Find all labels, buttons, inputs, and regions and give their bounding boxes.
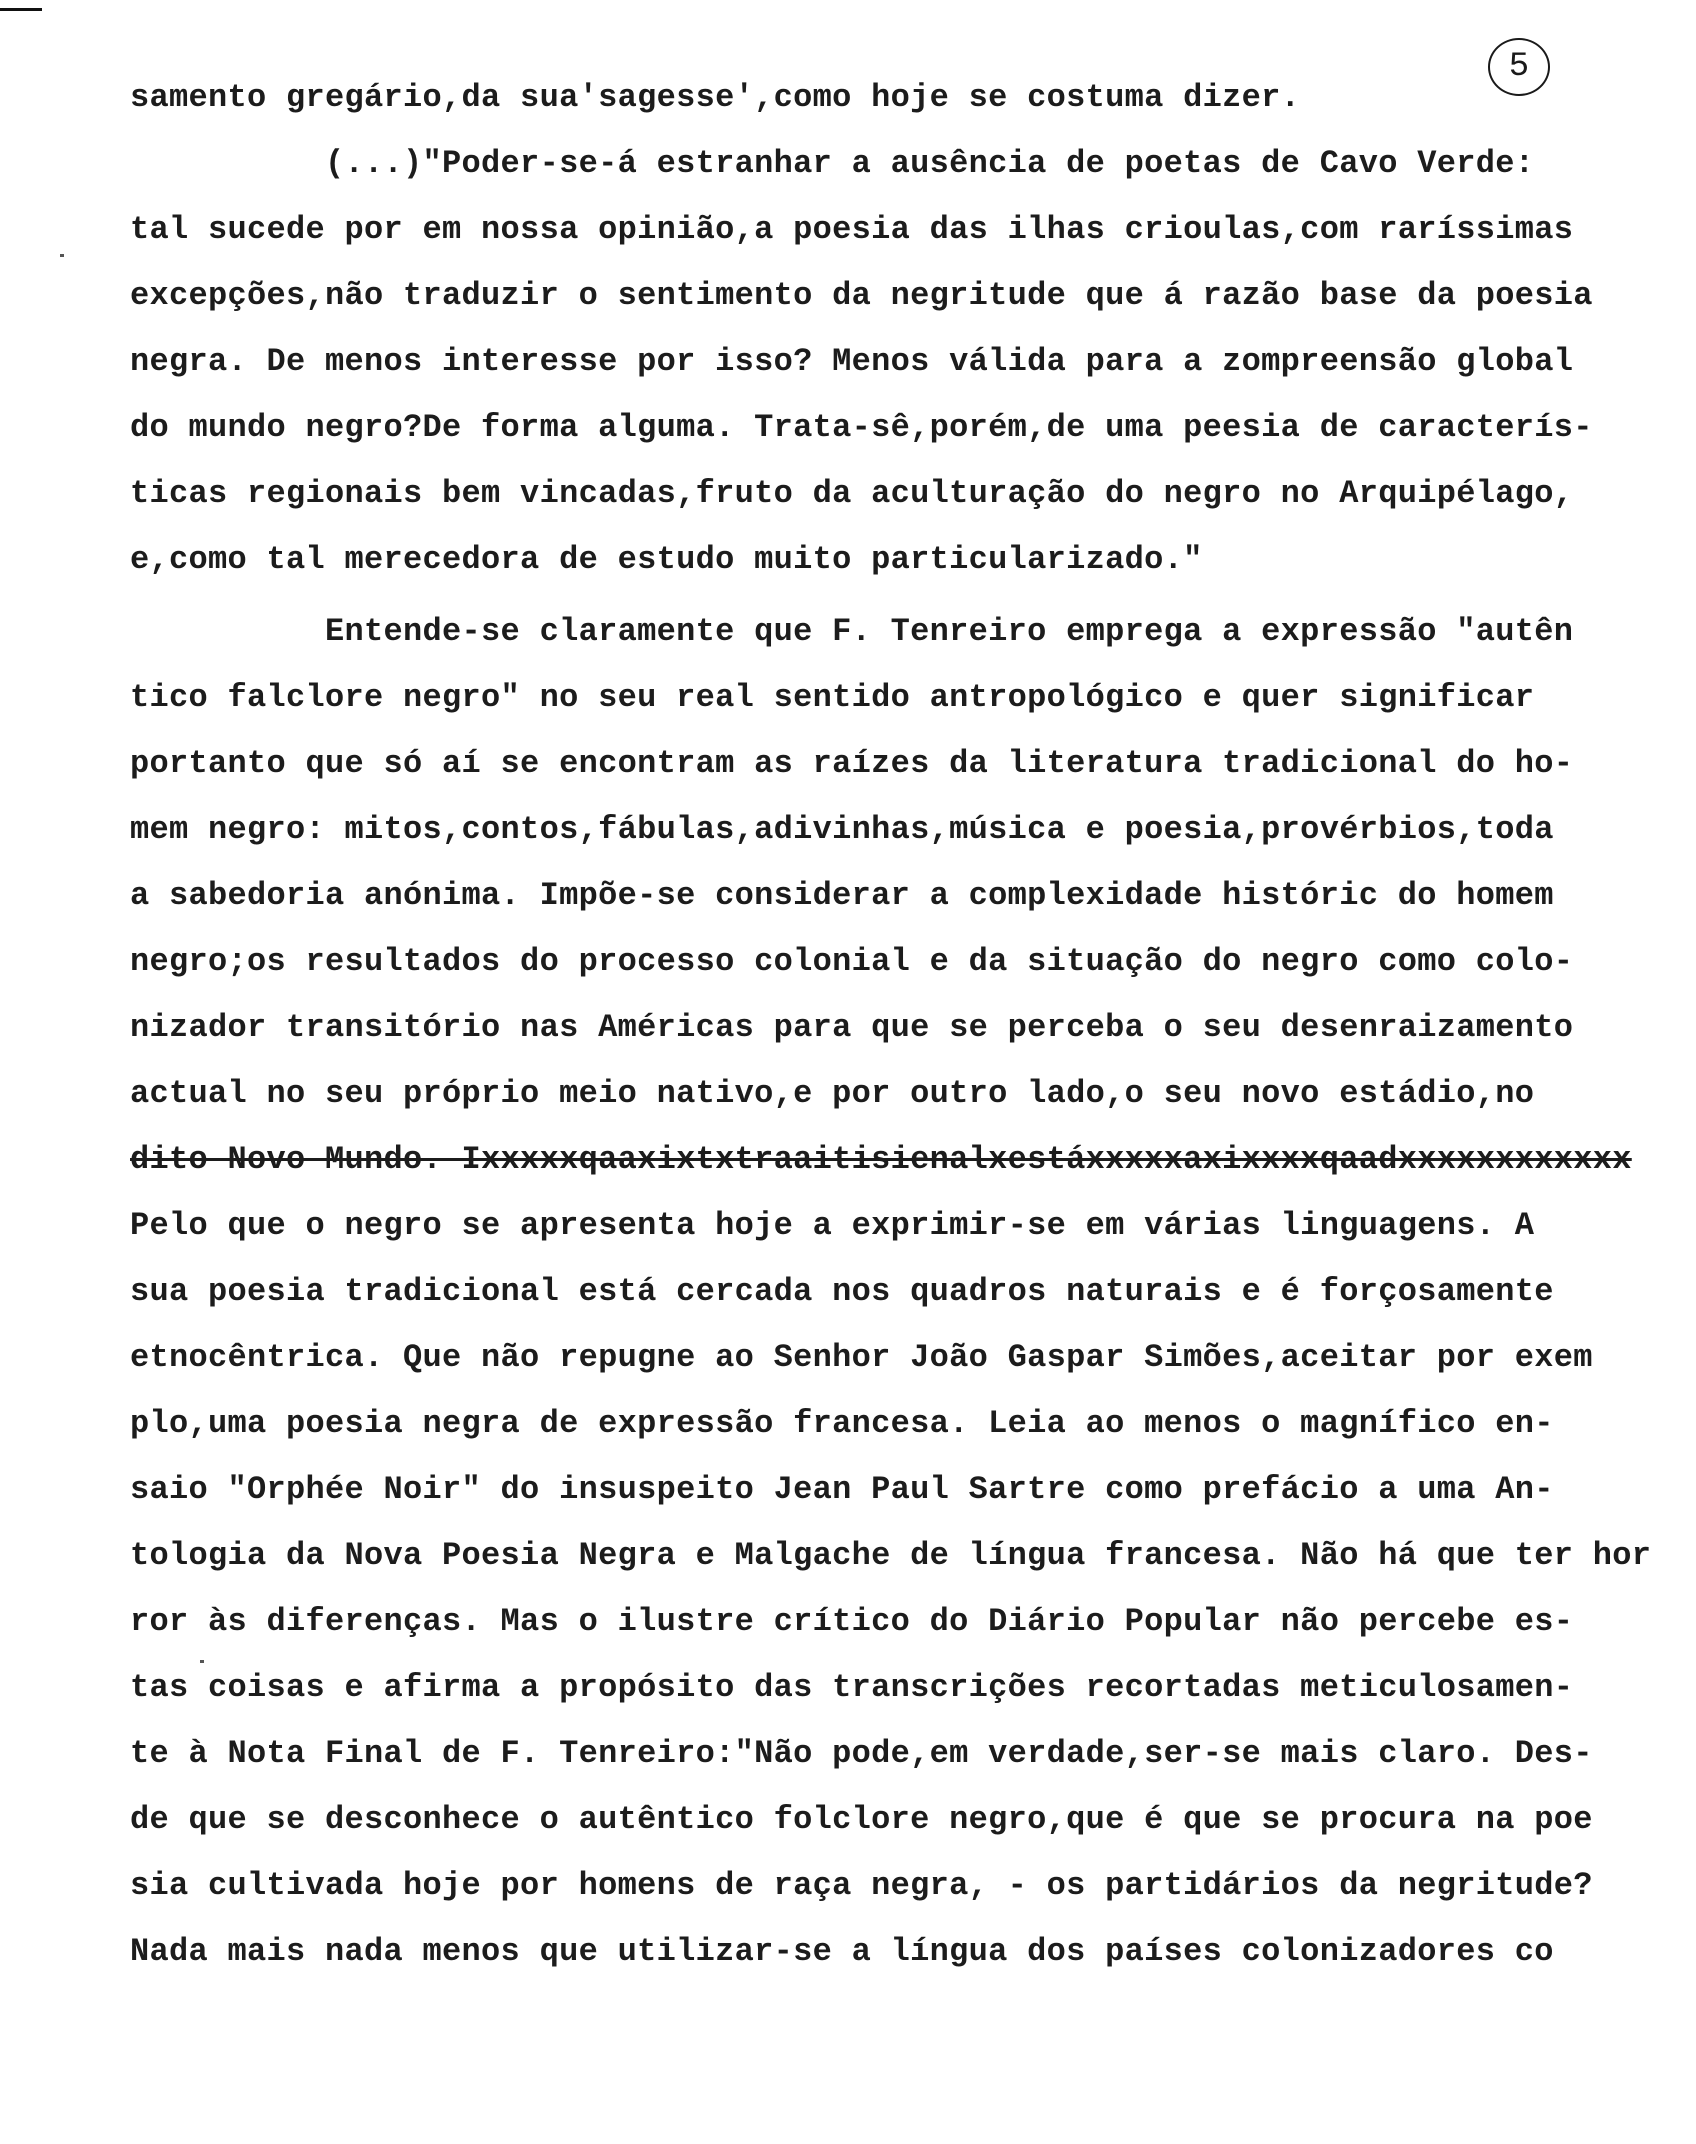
ink-speck bbox=[200, 1660, 204, 1663]
text-line: e,como tal merecedora de estudo muito particularizado." bbox=[130, 541, 1203, 578]
text-line: negro;os resultados do processo colonial e da situação do negro como colo- bbox=[130, 943, 1574, 980]
text-line: tal sucede por em nossa opinião,a poesia das ilhas crioulas,com raríssimas bbox=[130, 211, 1574, 248]
text-line: etnocêntrica. Que não repugne ao Senhor João Gaspar Simões,aceitar por exem bbox=[130, 1339, 1593, 1376]
text-line: actual no seu próprio meio nativo,e por outro lado,o seu novo estádio,no bbox=[130, 1075, 1535, 1112]
text-line: do mundo negro?De forma alguma. Trata-sê,porém,de uma peesia de caracterís- bbox=[130, 409, 1593, 446]
text-line: tico falclore negro" no seu real sentido antropológico e quer significar bbox=[130, 679, 1535, 716]
text-line: tologia da Nova Poesia Negra e Malgache de língua francesa. Não há que ter hor bbox=[130, 1537, 1652, 1574]
corner-mark bbox=[0, 8, 42, 11]
text-line: a sabedoria anónima. Impõe-se considerar a complexidade históric do homem bbox=[130, 877, 1554, 914]
struck-text-line: dito Novo Mundo. Ixxxxxqaaxixtxtraaitisienalxestáxxxxxaxixxxxqaadxxxxxxxxxxxx bbox=[130, 1141, 1632, 1178]
text-line: Entende-se claramente que F. Tenreiro emprega a expressão "autên bbox=[130, 613, 1574, 650]
text-line: portanto que só aí se encontram as raízes da literatura tradicional do ho- bbox=[130, 745, 1574, 782]
text-line: negra. De menos interesse por isso? Menos válida para a zompreensão global bbox=[130, 343, 1574, 380]
text-line: ror às diferenças. Mas o ilustre crítico do Diário Popular não percebe es- bbox=[130, 1603, 1574, 1640]
text-line: nizador transitório nas Américas para que se perceba o seu desenraizamento bbox=[130, 1009, 1574, 1046]
text-line: Pelo que o negro se apresenta hoje a exprimir-se em várias linguagens. A bbox=[130, 1207, 1535, 1244]
text-line: saio "Orphée Noir" do insuspeito Jean Paul Sartre como prefácio a uma An- bbox=[130, 1471, 1554, 1508]
text-line: ticas regionais bem vincadas,fruto da aculturação do negro no Arquipélago, bbox=[130, 475, 1574, 512]
text-line: mem negro: mitos,contos,fábulas,adivinhas,música e poesia,provérbios,toda bbox=[130, 811, 1554, 848]
text-line: (...)"Poder-se-á estranhar a ausência de poetas de Cavo Verde: bbox=[130, 145, 1535, 182]
text-line: te à Nota Final de F. Tenreiro:"Não pode,em verdade,ser-se mais claro. Des- bbox=[130, 1735, 1593, 1772]
text-line: sua poesia tradicional está cercada nos quadros naturais e é forçosamente bbox=[130, 1273, 1554, 1310]
text-line: Nada mais nada menos que utilizar-se a língua dos países colonizadores co bbox=[130, 1933, 1554, 1970]
text-line: samento gregário,da sua'sagesse',como hoje se costuma dizer. bbox=[130, 79, 1301, 116]
text-line: de que se desconhece o autêntico folclore negro,que é que se procura na poe bbox=[130, 1801, 1593, 1838]
text-line: plo,uma poesia negra de expressão francesa. Leia ao menos o magnífico en- bbox=[130, 1405, 1554, 1442]
text-line: tas coisas e afirma a propósito das transcrições recortadas meticulosamen- bbox=[130, 1669, 1574, 1706]
page-number: 5 bbox=[1488, 38, 1550, 96]
text-line: sia cultivada hoje por homens de raça negra, - os partidários da negritude? bbox=[130, 1867, 1593, 1904]
ink-speck bbox=[60, 254, 64, 257]
text-line: excepções,não traduzir o sentimento da negritude que á razão base da poesia bbox=[130, 277, 1593, 314]
